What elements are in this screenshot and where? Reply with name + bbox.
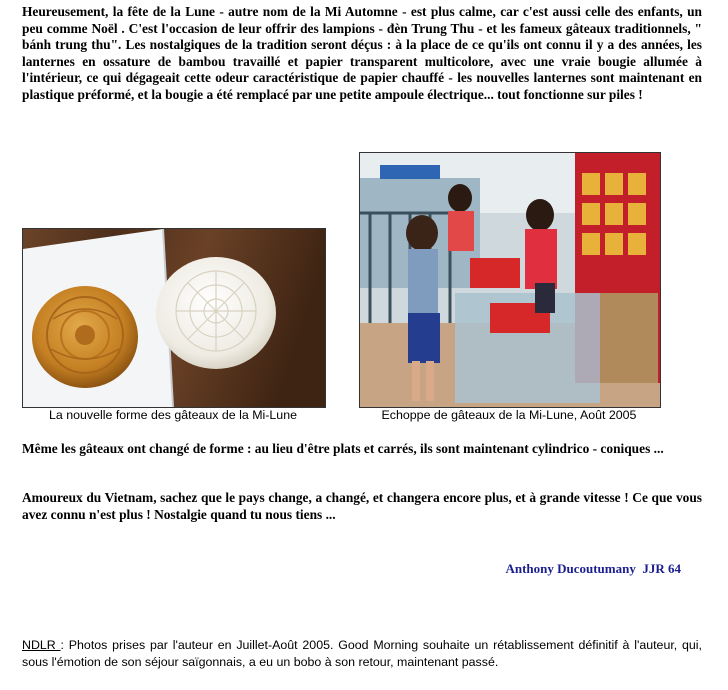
note-label: NDLR: [22, 638, 61, 652]
paragraph-vietnam-changes: Amoureux du Vietnam, sachez que le pays change, a changé, et changera encore plus, et à grande vitesse ! Ce que vous avez connu n'est plus ! Nostalgie quand tu nous tiens ...: [22, 490, 702, 522]
mooncakes-photo: [22, 228, 326, 408]
caption-stall: Echoppe de gâteaux de la Mi-Lune, Août 2005: [381, 408, 637, 422]
stall-illustration: [360, 153, 660, 407]
editor-note: [22, 637, 702, 671]
paragraph-lantern-festival: Heureusement, la fête de la Lune - autre nom de la Mi Automne - est plus calme, car c'est aussi celle des enfants, un peu comme Noël . C'est l'occasion de leur offrir des lampions - đèn Trung Thu - et les fameux gâteaux traditionnels, " bánh trung thu". Les nostalgiques de la tradition seront déçus : à la place de ce qu'ils ont connu il y a des années, les lanternes en ossature de bambou travaillé et papier transparent multicolore, avec une vraie bougie allumée à l'intérieur, ce qui dégageait cette odeur caractéristique de papier chauffé - les nouvelles lanternes sont maintenant en plastique préformé, et la bougie a été remplacé par une petite ampoule électrique... tout fonctionne sur piles !: [22, 4, 702, 102]
mooncake-stall-photo: [359, 152, 661, 408]
mooncakes-illustration: [23, 229, 325, 407]
paragraph-cake-shape: Même les gâteaux ont changé de forme : au lieu d'être plats et carrés, ils sont maintenant cylindrico - coniques ...: [22, 441, 664, 456]
caption-mooncakes: La nouvelle forme des gâteaux de la Mi-Lune: [49, 408, 297, 422]
note-separator: :: [60, 638, 69, 652]
author-signature: Anthony Ducoutumany JJR 64: [505, 561, 681, 576]
note-text: Photos prises par l'auteur en Juillet-Août 2005. Good Morning souhaite un rétablissement définitif à l'auteur, qui, sous l'émotion de son séjour saïgonnais, a eu un bobo à son retour, maintenant passé.: [22, 638, 702, 669]
